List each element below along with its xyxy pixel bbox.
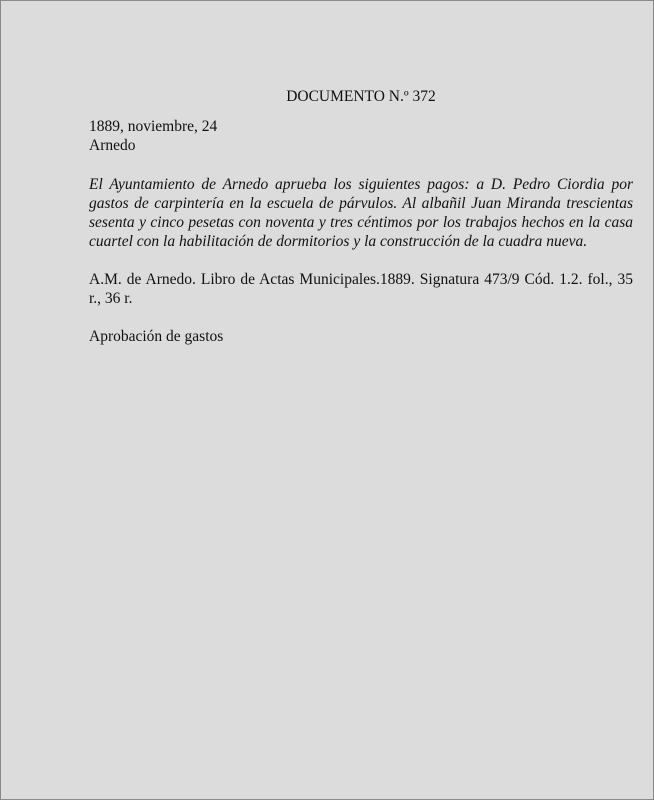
document-title: DOCUMENTO N.º 372 [286, 88, 436, 105]
document-category: Aprobación de gastos [89, 328, 224, 345]
document-date: 1889, noviembre, 24 [89, 118, 218, 135]
document-body [89, 87, 633, 346]
document-source: A.M. de Arnedo. Libro de Actas Municipales.1889. Signatura 473/9 Cód. 1.2. fol., 35 r., 36 r. [89, 271, 633, 307]
document-place: Arnedo [89, 137, 136, 154]
document-summary: El Ayuntamiento de Arnedo aprueba los siguientes pagos: a D. Pedro Ciordia por gastos de carpintería en la escuela de párvulos. Al albañil Juan Miranda trescientas sesenta y cinco pesetas con noventa y tres céntimos por los trabajos hechos en la casa cuartel con la habilitación de dormitorios y la construcción de la cuadra nueva. [89, 176, 633, 250]
